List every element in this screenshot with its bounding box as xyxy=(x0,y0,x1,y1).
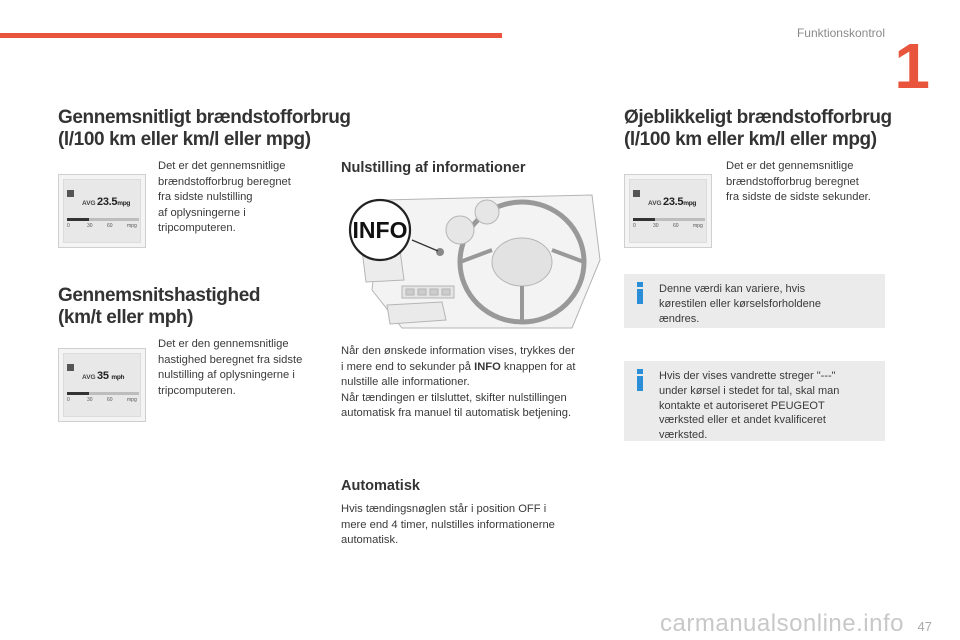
fuel-avg-title-line2: (l/100 km eller km/l eller mpg) xyxy=(58,129,311,150)
speed-avg-title xyxy=(58,285,260,329)
display-mode-icon xyxy=(67,190,74,197)
display-avg-label: AVG xyxy=(82,200,96,207)
display-gauge-bar xyxy=(633,218,705,221)
speed-avg-text: Det er den gennemsnitlige hastighed beregnet fra sidste nulstilling af oplysningerne i tripcomputeren. xyxy=(158,338,303,397)
instant-fuel-title-line1: Øjeblikkeligt brændstofforbrug xyxy=(624,107,892,128)
display-gauge-bar xyxy=(67,392,139,395)
fuel-avg-title xyxy=(58,107,351,151)
info-icon xyxy=(636,282,645,304)
fuel-avg-text: Det er det gennemsnitlige brændstofforbrug beregnet fra sidste nulstilling af oplysningerne i tripcomputeren. xyxy=(158,160,291,235)
dashboard-info-illustration xyxy=(342,190,602,332)
info-note-variation xyxy=(624,274,885,328)
reset-title: Nulstilling af informationer xyxy=(341,160,526,176)
reset-text: Når den ønskede information vises, trykkes der i mere end to sekunder på INFO knappen for at nulstille alle informationer. Når tændingen er tilsluttet, skifter nulstillingen automatisk fra manuel til automatisk betjening. xyxy=(341,345,576,420)
display-mode-icon xyxy=(633,190,640,197)
speed-avg-title-line2: (km/t eller mph) xyxy=(58,307,194,328)
display-value: 23.5mpg xyxy=(663,196,697,208)
display-value: 35 mph xyxy=(97,370,125,382)
info-note-text: Hvis der vises vandrette streger "---" under kørsel i stedet for tal, skal man kontakte et autoriseret PEUGEOT værksted eller et andet kvalificeret værksted. xyxy=(659,370,840,442)
fuel-avg-title-line1: Gennemsnitligt brændstofforbrug xyxy=(58,107,351,128)
instant-fuel-text: Det er det gennemsnitlige brændstofforbrug beregnet fra sidste de sidste sekunder. xyxy=(726,160,871,204)
auto-text: Hvis tændingsnøglen står i position OFF i mere end 4 timer, nulstilles informationerne automatisk. xyxy=(341,503,555,547)
display-avg-label: AVG xyxy=(648,200,662,207)
chapter-accent-bar xyxy=(0,33,502,38)
speed-avg-display: AVG 35 mph 0 30 60 mpg xyxy=(58,348,146,422)
info-icon xyxy=(636,369,645,391)
watermark: carmanualsonline.info xyxy=(660,610,904,637)
auto-title: Automatisk xyxy=(341,478,420,494)
page-number: 47 xyxy=(917,619,932,634)
fuel-avg-display: AVG 23.5mpg 0 30 60 mpg xyxy=(58,174,146,248)
instant-fuel-display: AVG 23.5mpg 0 30 60 mpg xyxy=(624,174,712,248)
info-note-dashes xyxy=(624,361,885,441)
speed-avg-title-line1: Gennemsnitshastighed xyxy=(58,285,261,306)
display-value: 23.5mpg xyxy=(97,196,131,208)
instant-fuel-title xyxy=(624,107,892,151)
chapter-number: 1 xyxy=(894,30,930,102)
display-avg-label: AVG xyxy=(82,374,96,381)
display-mode-icon xyxy=(67,364,74,371)
instant-fuel-title-line2: (l/100 km eller km/l eller mpg) xyxy=(624,129,877,150)
chapter-title: Funktionskontrol xyxy=(796,26,885,40)
info-button-label: INFO xyxy=(352,217,408,243)
display-gauge-bar xyxy=(67,218,139,221)
info-note-text: Denne værdi kan variere, hvis kørestilen eller kørselsforholdene ændres. xyxy=(659,283,822,325)
